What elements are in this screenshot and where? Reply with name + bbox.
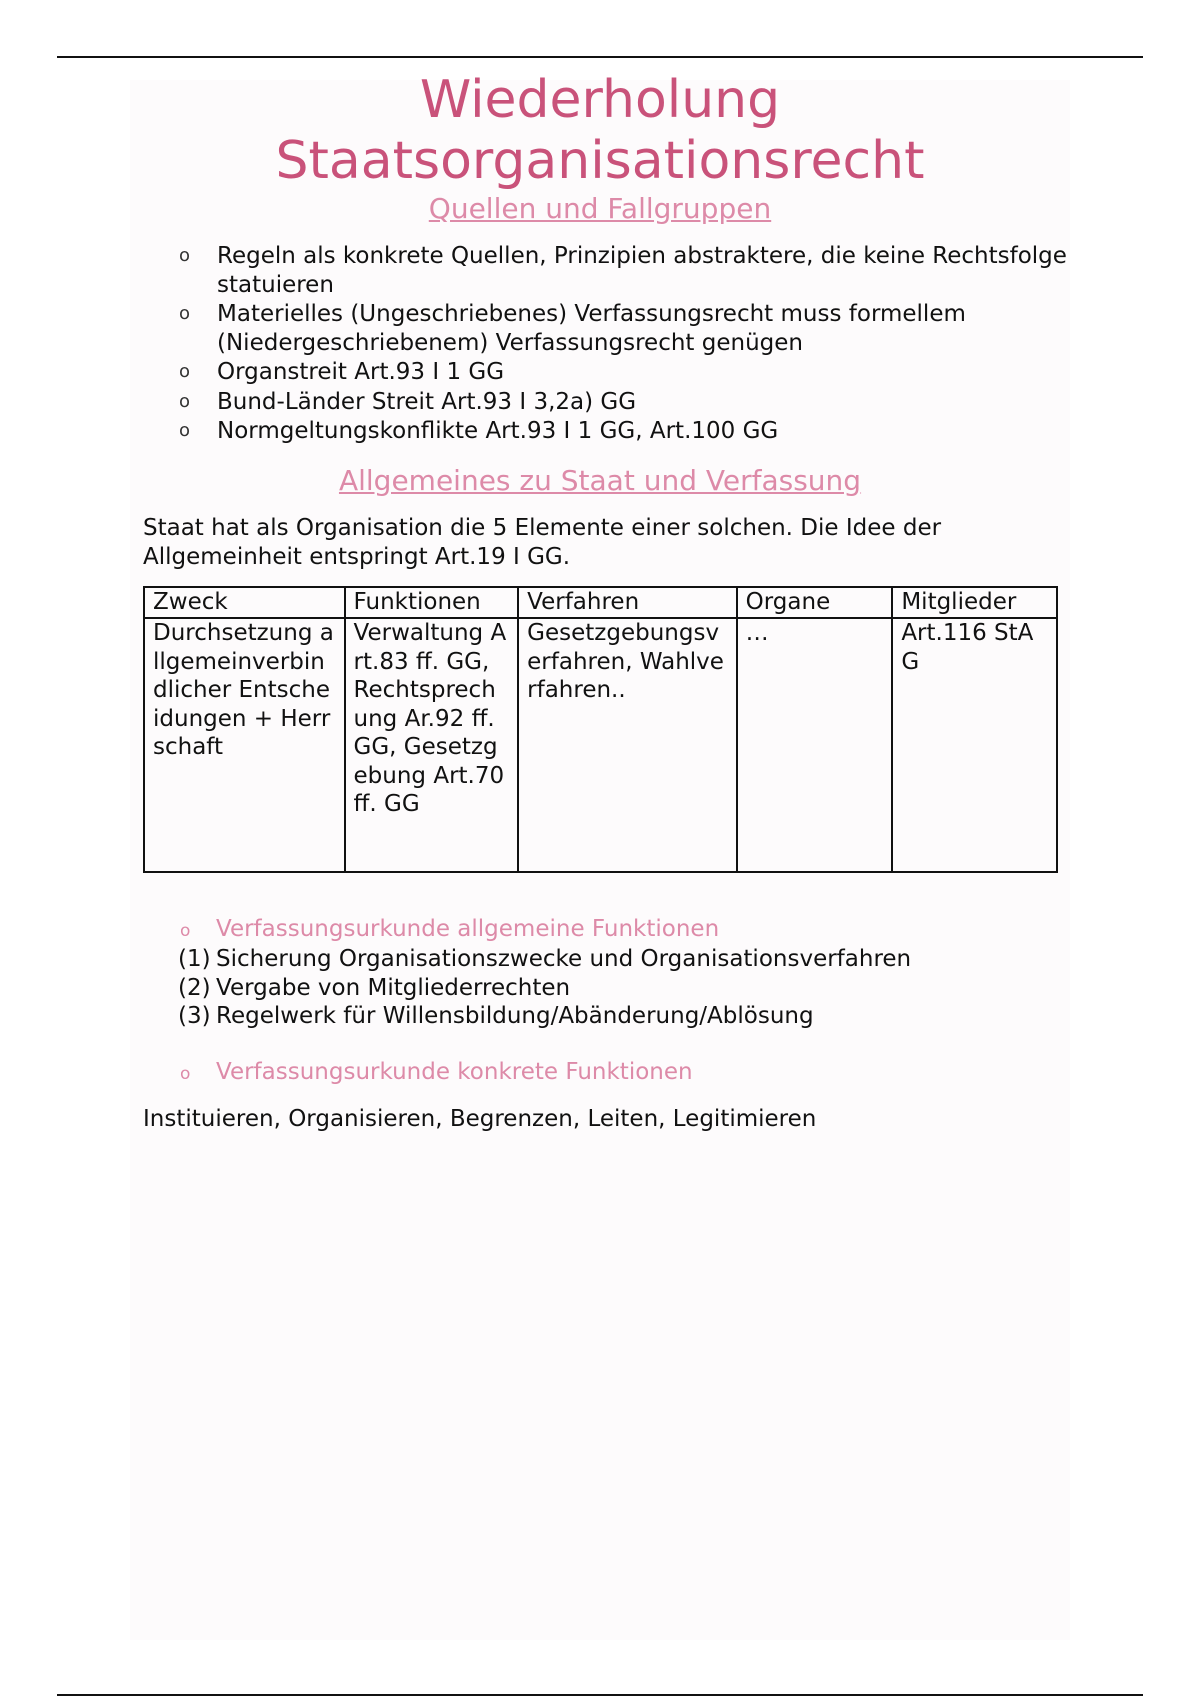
column-header-funktionen: Funktionen xyxy=(345,587,519,618)
column-header-zweck: Zweck xyxy=(144,587,345,618)
table-cell-funktionen: Verwaltung Art.83 ff. GG, Rechtsprechung Ar.92 ff. GG, Gesetzgebung Art.70 ff. GG xyxy=(345,618,519,872)
state-elements-table xyxy=(143,586,1058,873)
circle-bullet-icon: o xyxy=(179,420,191,441)
concrete-functions-text: Instituieren, Organisieren, Begrenzen, Leiten, Legitimieren xyxy=(143,1106,817,1132)
general-functions-heading xyxy=(180,915,719,945)
list-item-text: Normgeltungskonflikte Art.93 I 1 GG, Art.100 GG xyxy=(217,418,779,444)
state-intro-paragraph: Staat hat als Organisation die 5 Elemente einer solchen. Die Idee der Allgemeinheit entspringt Art.19 I GG. xyxy=(143,515,942,570)
list-item-number: (2) xyxy=(178,974,211,1001)
general-functions-list xyxy=(178,945,911,1031)
list-item-text: Vergabe von Mitgliederrechten xyxy=(216,974,571,1001)
list-item xyxy=(175,388,1075,417)
concrete-functions-heading-text: Verfassungsurkunde konkrete Funktionen xyxy=(216,1059,693,1085)
list-item-text: Regelwerk für Willensbildung/Abänderung/Ablösung xyxy=(216,1003,814,1029)
column-header-mitglieder: Mitglieder xyxy=(892,587,1057,618)
list-item xyxy=(175,242,1075,299)
concrete-functions-heading xyxy=(180,1058,693,1088)
circle-bullet-icon: o xyxy=(179,245,191,266)
table-cell-zweck: Durchsetzung allgemeinverbindlicher Entscheidungen + Herrschaft xyxy=(144,618,345,872)
title-line-1: Wiederholung xyxy=(419,70,781,130)
circle-bullet-icon: o xyxy=(179,390,191,412)
list-item-text: Materielles (Ungeschriebenes) Verfassungsrecht muss formellem (Niedergeschriebenem) Verfassungsrecht genügen xyxy=(217,301,966,356)
list-item-text: Organstreit Art.93 I 1 GG xyxy=(217,359,505,385)
general-functions-heading-text: Verfassungsurkunde allgemeine Funktionen xyxy=(216,916,720,942)
list-item xyxy=(175,300,1075,357)
column-header-verfahren: Verfahren xyxy=(518,587,737,618)
list-item xyxy=(178,974,911,1003)
circle-bullet-icon: o xyxy=(179,303,191,324)
list-item-number: (3) xyxy=(178,1003,211,1029)
list-item xyxy=(178,945,911,974)
top-rule xyxy=(57,56,1143,58)
list-item-text: Regeln als konkrete Quellen, Prinzipien abstraktere, die keine Rechtsfolge statuieren xyxy=(217,243,1067,298)
table-row xyxy=(144,618,1057,872)
list-item-number: (1) xyxy=(178,946,211,972)
table-cell-mitglieder: Art.116 StAG xyxy=(892,618,1057,872)
table-header-row xyxy=(144,587,1057,618)
circle-bullet-icon: o xyxy=(180,1064,191,1084)
list-item-text: Sicherung Organisationszwecke und Organisationsverfahren xyxy=(216,946,912,972)
title-line-2: Staatsorganisationsrecht xyxy=(275,131,925,191)
column-header-organe: Organe xyxy=(737,587,893,618)
circle-bullet-icon: o xyxy=(179,361,191,382)
list-item xyxy=(175,417,1075,446)
list-item xyxy=(175,358,1075,387)
circle-bullet-icon: o xyxy=(180,921,191,941)
table-cell-verfahren: Gesetzgebungsverfahren, Wahlverfahren.. xyxy=(518,618,737,872)
bottom-rule xyxy=(57,1694,1143,1696)
state-constitution-heading: Allgemeines zu Staat und Verfassung xyxy=(338,464,862,497)
sources-bullet-list xyxy=(175,242,1075,447)
list-item xyxy=(178,1002,911,1031)
table-cell-organe: … xyxy=(737,618,893,872)
sources-heading: Quellen und Fallgruppen xyxy=(428,192,772,225)
list-item-text: Bund-Länder Streit Art.93 I 3,2a) GG xyxy=(217,388,637,415)
